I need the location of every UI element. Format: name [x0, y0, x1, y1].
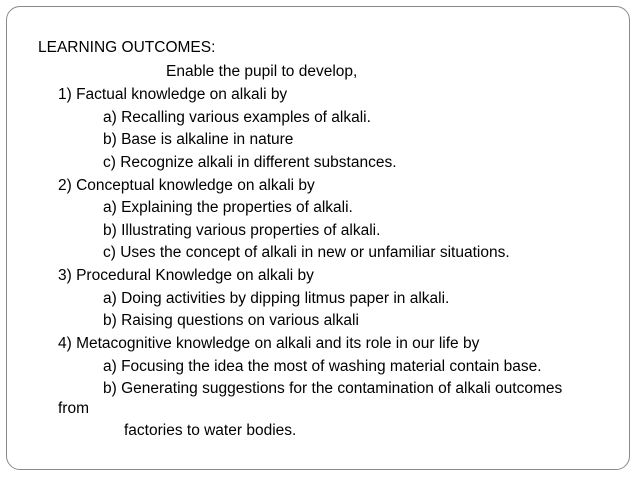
- slide-heading: LEARNING OUTCOMES:: [38, 39, 216, 56]
- section-1-item-c: c) Recognize alkali in different substances.: [103, 154, 397, 171]
- section-1-item-b: b) Base is alkaline in nature: [103, 131, 294, 148]
- section-2-title: 2) Conceptual knowledge on alkali by: [58, 177, 315, 194]
- section-2-item-b: b) Illustrating various properties of alkali.: [103, 222, 381, 239]
- section-2-item-c: c) Uses the concept of alkali in new or unfamiliar situations.: [103, 244, 510, 261]
- section-4-item-a: a) Focusing the idea the most of washing material contain base.: [103, 358, 542, 375]
- intro-text: Enable the pupil to develop,: [166, 63, 358, 80]
- section-4-item-b: b) Generating suggestions for the contamination of alkali outcomes: [103, 380, 563, 397]
- section-4-continuation: factories to water bodies.: [124, 422, 297, 439]
- section-1-item-a: a) Recalling various examples of alkali.: [103, 109, 371, 126]
- section-4-title: 4) Metacognitive knowledge on alkali and its role in our life by: [58, 335, 480, 352]
- section-3-item-b: b) Raising questions on various alkali: [103, 312, 359, 329]
- section-3-item-a: a) Doing activities by dipping litmus paper in alkali.: [103, 290, 450, 307]
- section-1-title: 1) Factual knowledge on alkali by: [58, 86, 288, 103]
- section-2-item-a: a) Explaining the properties of alkali.: [103, 199, 353, 216]
- section-3-title: 3) Procedural Knowledge on alkali by: [58, 267, 314, 284]
- section-4-wrap-word: from: [58, 400, 89, 417]
